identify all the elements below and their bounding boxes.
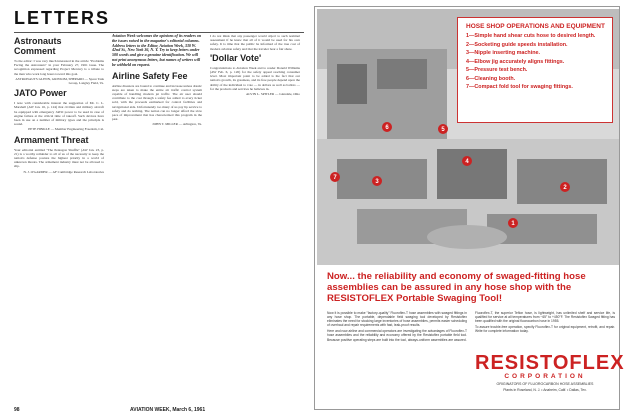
page-title: LETTERS (14, 8, 111, 28)
ad-paragraph: Here and now airline and commercial operators are investigating the advantages of Fluoroflex-T hose assemblies and the reliability and economy offered by the Resistoflex portable field tool. Because positive operating steps are built into the tool, always-uniform assemblies are assured. (327, 329, 467, 342)
letter-astronauts-signature: ASTRONAUTS GLENN, GRISSOM, SHEPARD — Space Task Group, Langley Field, Va. (15, 76, 104, 86)
corporation-label: CORPORATION (504, 373, 586, 380)
resistoflex-advertisement (314, 6, 625, 410)
operation-item: 3—Nipple inserting machine. (466, 50, 540, 56)
heading-jato: JATO Power (14, 88, 67, 99)
heading-armament: Armament Threat (14, 134, 89, 145)
letter-jato-body: I note with considerable interest the suggestion of Mr. C. L. Marshall (AW Jan. 16, p. 124) that civilian and military aircraft be equipped with emergency JATO power to be used in case of engine failure at the critical time of takeoff. Such devices have been in use on a number of military types and the principle is sound. (14, 101, 104, 127)
operation-item: 4—Elbow jig accurately aligns fittings. (466, 58, 565, 65)
ad-paragraph: To assure trouble-free operation, specify Fluoroflex-T for original equipment, retrofit, and repair. Write for complete information today. (475, 325, 615, 334)
callout-3: 3 (375, 179, 379, 185)
operation-item: 6—Cleaning booth. (466, 75, 516, 82)
letters-column-1 (14, 34, 104, 177)
resistoflex-logo: RESISTOFLEX (475, 352, 625, 374)
callout-2: 2 (563, 185, 567, 191)
callout-7: 7 (333, 175, 337, 181)
callout-1: 1 (511, 221, 515, 227)
letters-header (14, 8, 304, 30)
callout-5: 5 (441, 127, 445, 133)
letter-astronauts-body: To the editor: I was very much interested in the article "Problems Facing the Astronauts" in your February 27, 1961 issue. The recognition expressed regarding Project Mercury is a tribute to the men who work long hours toward this goal. (14, 59, 104, 76)
letter-dollar-vote-signature: ALVIN L. SPITLER — Glendale, Ohio (245, 92, 300, 97)
operations-box (457, 17, 613, 123)
page-number: 98 (14, 407, 20, 413)
letter-safety-signature: JOHN T. MILLER — Arlington, Va. (152, 122, 202, 127)
heading-dollar-vote: 'Dollar Vote' (210, 52, 262, 63)
letter-armament-signature: N. J. O'GARDER — AF Cambridge Research Laboratories (23, 169, 104, 174)
letter-armament-body: Your editorial entitled "The Pentagon Shuffle" (AW Jan. 23, p. 21) is a worthy reminder to all of us of the necessity to keep the nation's defense posture the highest priority in a world of unknown threats. The armament industry must not be allowed to slip. (14, 147, 104, 169)
operation-item: 5—Pressure test bench. (466, 67, 528, 73)
editor-note: Aviation Week welcomes the opinions of its readers on the issues raised in the magazine's editorial columns. Address letters to the Editor, Aviation Week, 330 W. 42nd St., New York 36, N. Y. Try to keep letters under 500 words and give a genuine identification. We will not print anonymous letters, but names of writers will be withheld on request. (112, 33, 202, 67)
operations-title: HOSE SHOP OPERATIONS AND EQUIPMENT (466, 23, 605, 30)
letters-column-3 (210, 34, 300, 99)
operation-item: 2—Socketing guide speeds installation. (466, 41, 568, 48)
resistoflex-logo-block (475, 352, 625, 392)
heading-astronauts: Astronauts Comment (14, 36, 62, 56)
ad-body-left (327, 311, 467, 344)
ad-paragraph: Now it is possible to make "factory-quality" Fluoroflex-T hose assemblies with swaged fittings in any hose shop. The portable, dependable field swaging tool developed by Resistoflex eliminates the need for stocking large inventories of hose assemblies, permits easier scheduling of overhaul and repair requirements with fast, leak-proof results. (327, 311, 467, 328)
plant-addresses: Plants in Roseland, N. J. • Anaheim, Calif. • Dallas, Tex. (503, 388, 587, 392)
callout-4: 4 (465, 159, 469, 165)
letter-safety-continued: I do not think that any passenger would object to such nominal assessment if he knew that all of it would be used for his own safety. It is time that the public be informed of the true cost of modern aviation safety and that the traveler bear a fair share. (210, 34, 300, 51)
callout-6: 6 (385, 125, 389, 131)
tagline: ORIGINATORS OF FLUOROCARBON HOSE ASSEMBLIES (496, 382, 594, 386)
heading-airline-safety: Airline Safety Fee (112, 70, 188, 81)
ad-headline: Now... the reliability and economy of swaged-fitting hose assemblies can be assured in any hose shop with the RESISTOFLEX Portable Swaging Tool! (327, 271, 586, 304)
letter-jato-signature: PETE HINKLE — Member Engineering Freedom, Cal. (28, 127, 104, 132)
operation-item: 1—Simple hand shear cuts hose to desired length. (466, 33, 596, 39)
ad-paragraph: Fluoroflex-T, the superior Teflon hose, is lightweight, has unlimited shelf and service life, is qualified for service at all temperatures from −65° to +450°F. The Resistoflex Swaged fitting has been qualified with the original fluorocarbon hose in 1955. (475, 311, 615, 324)
hose-shop-photo (317, 9, 619, 265)
letter-safety-body: Airline disasters are bound to continue and increase unless drastic steps are taken to make the entire air traffic control system capable of handling modern jet traffic. The air user should contribute to the cost through a safety fee added to every ticket sold, with the proceeds earmarked for control facilities and navigational aids. Unfortunately too many of us pay lip service to safety and do nothing. The nation can no longer afford the slow pace of improvement that has characterized this program in the past. (112, 83, 202, 122)
operation-item: 7—Compact fold tool for swaging fittings. (466, 84, 573, 90)
letter-dollar-vote-body: Congratulations to Aviation Week and to reader Donald Williams (AW Feb. 6, p. 126) for the safety appeal reaching consumer level. Most important point to be added is the fact that our nation's growth, its greatness, and its free people depend upon the ability of the individual to vote — in dollars as well as ballots — for the products and services he believes in. (210, 65, 300, 91)
issue-line: AVIATION WEEK, March 6, 1961 (130, 407, 206, 413)
letters-column-2 (112, 34, 202, 130)
ad-body-right (475, 311, 615, 335)
